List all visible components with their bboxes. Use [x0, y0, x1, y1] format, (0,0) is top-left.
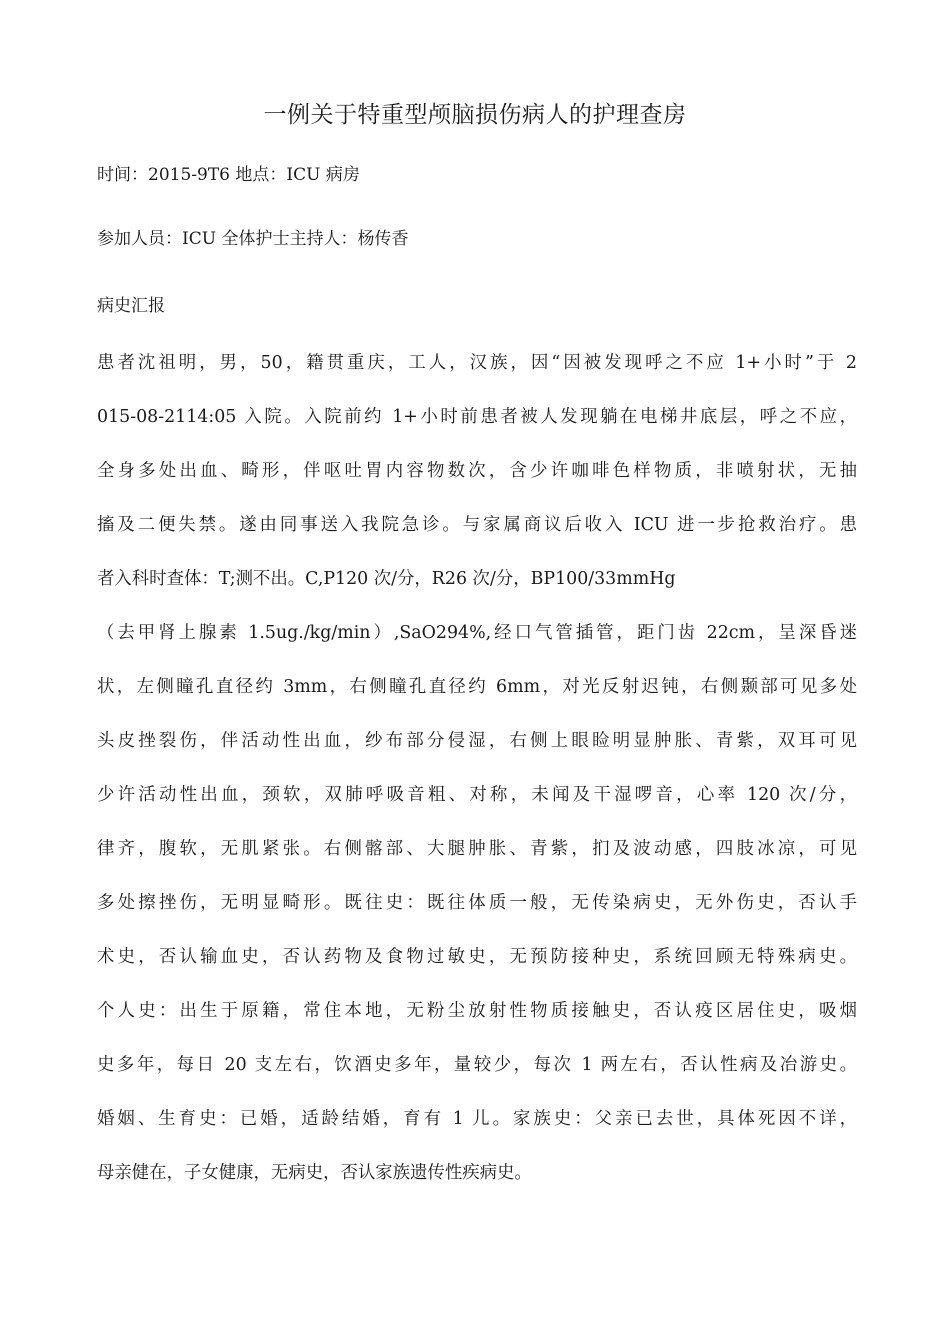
paragraph-line: 者入科时查体：T;测不出。C,P120 次/分，R26 次/分，BP100/33mmHg	[97, 569, 676, 589]
document-title: 一例关于特重型颅脑损伤病人的护理查房	[263, 102, 687, 128]
paragraph-line: 婚姻、生育史：已婚，适龄结婚，育有 1 儿。家族史：父亲已去世，具体死因不详，	[97, 1109, 857, 1129]
paragraph-line: 少许活动性出血，颈软，双肺呼吸音粗、对称，未闻及干湿啰音，心率 120 次/分，	[97, 785, 857, 805]
paragraph-line: 015-08-2114:05 入院。入院前约 1+小时前患者被人发现躺在电梯井底层，呼之不应，	[97, 407, 857, 427]
section-heading: 病史汇报	[97, 296, 165, 316]
paragraph-line: 头皮挫裂伤，伴活动性出血，纱布部分侵湿，右侧上眼睑明显肿胀、青紫，双耳可见	[97, 731, 857, 751]
paragraph-line: 状，左侧瞳孔直径约 3mm，右侧瞳孔直径约 6mm，对光反射迟钝，右侧颞部可见多处	[97, 677, 857, 697]
paragraph-line: 患者沈祖明，男，50，籍贯重庆，工人，汉族，因“因被发现呼之不应 1+小时”于 2	[97, 353, 857, 373]
paragraph-line: 个人史：出生于原籍，常住本地，无粉尘放射性物质接触史，否认疫区居住史，吸烟	[97, 1001, 857, 1021]
paragraph-line: （去甲肾上腺素 1.5ug./kg/min）,SaO294%,经口气管插管，距门齿 22cm，呈深昏迷	[97, 623, 857, 643]
medical-history-paragraph	[97, 336, 857, 1200]
paragraph-line: 史多年，每日 20 支左右，饮酒史多年，量较少，每次 1 两左右，否认性病及冶游史。	[97, 1055, 857, 1075]
paragraph-line: 全身多处出血、畸形，伴呕吐胃内容物数次，含少许咖啡色样物质，非喷射状，无抽	[97, 461, 857, 481]
paragraph-line: 术史，否认输血史，否认药物及食物过敏史，无预防接种史，系统回顾无特殊病史。	[97, 947, 857, 967]
meta-time-location: 时间：2015-9T6 地点：ICU 病房	[97, 165, 360, 185]
paragraph-line: 母亲健在，子女健康，无病史，否认家族遗传性疾病史。	[97, 1163, 532, 1183]
paragraph-line: 多处擦挫伤，无明显畸形。既往史：既往体质一般，无传染病史，无外伤史，否认手	[97, 893, 857, 913]
meta-participants: 参加人员：ICU 全体护士主持人：杨传香	[97, 229, 409, 249]
paragraph-line: 搐及二便失禁。遂由同事送入我院急诊。与家属商议后收入 ICU 进一步抢救治疗。患	[97, 515, 857, 535]
paragraph-line: 律齐，腹软，无肌紧张。右侧髂部、大腿肿胀、青紫，扪及波动感，四肢冰凉，可见	[97, 839, 857, 859]
